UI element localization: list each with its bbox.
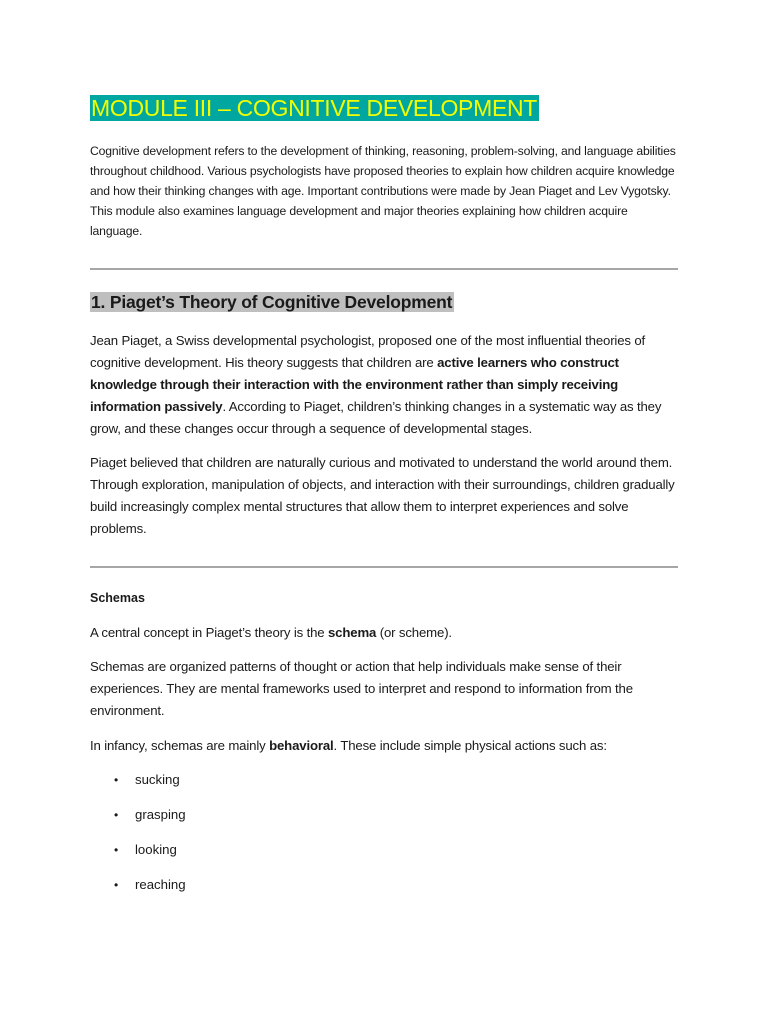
horizontal-divider xyxy=(90,566,678,568)
emphasis-text: active learners who construct knowledge through their interaction with the environment rather than simply receiving information passively xyxy=(90,355,619,414)
emphasis-text: schema xyxy=(328,625,377,640)
schema-definition-paragraph: Schemas are organized patterns of thought or action that help individuals make sense of their experiences. They are mental frameworks used to interpret and respond to information from the environment. xyxy=(90,659,633,718)
bullet-icon: • xyxy=(114,773,119,787)
schemas-heading: Schemas xyxy=(90,591,145,605)
bullet-icon: • xyxy=(114,878,119,892)
section-title: 1. Piaget’s Theory of Cognitive Development xyxy=(91,292,453,312)
bullet-icon: • xyxy=(114,808,119,822)
piaget-curiosity-paragraph: Piaget believed that children are naturally curious and motivated to understand the world around them. Through exploration, manipulation of objects, and interaction with their surroundings, children gradually build increasingly complex mental structures that allow them to interpret experiences and solve problems. xyxy=(90,455,675,536)
list-item: • grasping xyxy=(90,803,186,838)
horizontal-divider xyxy=(90,268,678,270)
list-item: • sucking xyxy=(90,768,186,803)
schema-infancy-paragraph: In infancy, schemas are mainly behavioral. These include simple physical actions such as: xyxy=(90,738,607,753)
piaget-intro-paragraph: Jean Piaget, a Swiss developmental psychologist, proposed one of the most influential theories of cognitive development. His theory suggests that children are active learners who construct knowledge through their interaction with the environment rather than simply receiving information passively. According to Piaget, children’s thinking changes in a systematic way as they grow, and these changes occur through a sequence of developmental stages. xyxy=(90,333,662,436)
schema-concept-paragraph: A central concept in Piaget’s theory is the schema (or scheme). xyxy=(90,625,452,640)
bullet-icon: • xyxy=(114,843,119,857)
emphasis-text: behavioral xyxy=(269,738,334,753)
intro-paragraph: Cognitive development refers to the development of thinking, reasoning, problem-solving, and language abilities throughout childhood. Various psychologists have proposed theories to explain how children acquire knowledge and how their thinking changes with age. Important contributions were made by Jean Piaget and Lev Vygotsky. This module also examines language development and major theories explaining how children acquire language. xyxy=(90,144,676,238)
list-item: • reaching xyxy=(90,873,186,908)
list-item: • looking xyxy=(90,838,186,873)
module-title: MODULE III – COGNITIVE DEVELOPMENT xyxy=(91,95,538,121)
behavior-list xyxy=(90,768,186,908)
